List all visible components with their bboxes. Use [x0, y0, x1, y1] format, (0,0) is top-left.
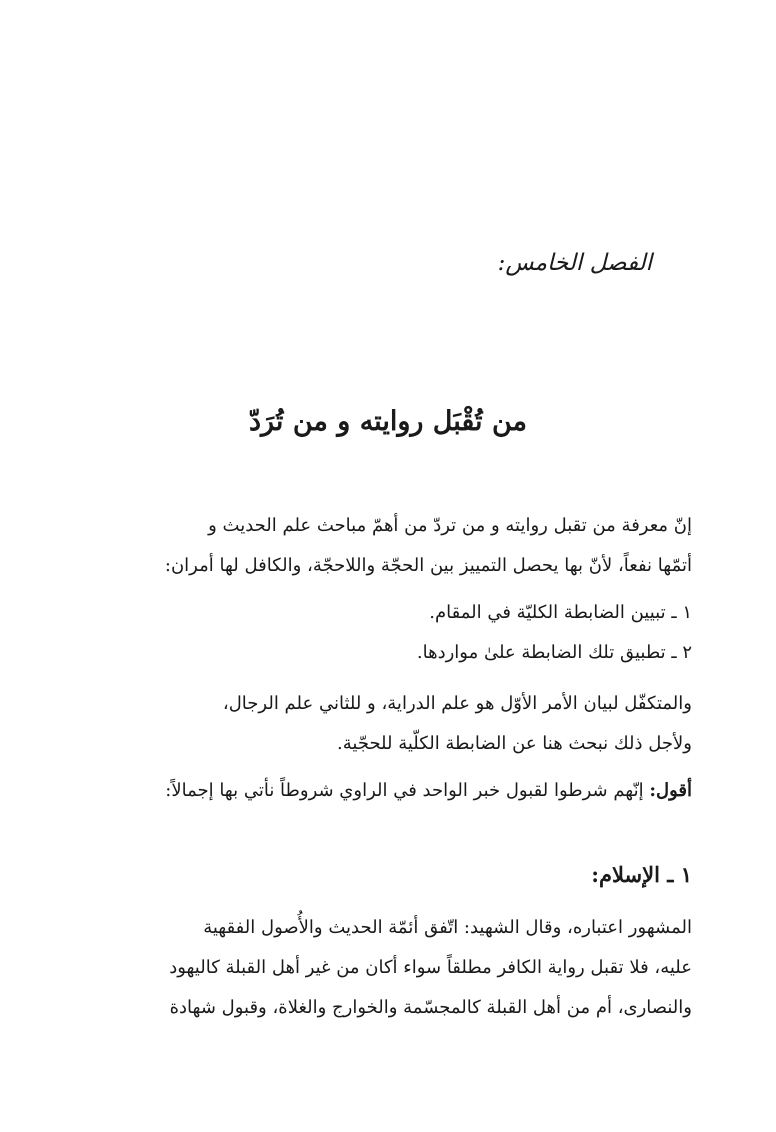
section-heading: ١ ـ الإسلام: [591, 862, 692, 887]
list-item: ٢ ـ تطبيق تلك الضابطة علىٰ مواردها. [416, 642, 692, 663]
paragraph-line: ولأجل ذلك نبحث هنا عن الضابطة الكلّية للحجّية. [337, 733, 692, 754]
chapter-label: الفصل الخامس: [497, 250, 652, 276]
list-item: ١ ـ تبيين الضابطة الكليّة في المقام. [429, 602, 692, 623]
paragraph-line: عليه، فلا تقبل رواية الكافر مطلقاً سواء أكان من غير أهل القبلة كاليهود [169, 957, 692, 978]
paragraph-text: إنّهم شرطوا لقبول خبر الواحد في الراوي شروطاً نأتي بها إجمالاً: [165, 780, 644, 801]
intro-line: أتمّها نفعاً، لأنّ بها يحصل التمييز بين الحجّة واللاحجّة، والكافل لها أمران: [164, 555, 692, 576]
conditions-paragraph [82, 771, 692, 811]
islam-paragraph [82, 908, 692, 1028]
dirayah-paragraph [82, 684, 692, 764]
lead-word: أقول: [649, 780, 692, 801]
paragraph-line: والمتكفّل لبيان الأمر الأوّل هو علم الدراية، و للثاني علم الرجال، [222, 693, 692, 714]
requirements-list [82, 593, 692, 673]
paragraph-line: والنصارى، أم من أهل القبلة كالمجسّمة والخوارج والغلاة، وقبول شهادة [169, 997, 692, 1018]
intro-paragraph [82, 506, 692, 586]
intro-line: إنّ معرفة من تقبل روايته و من تردّ من أهمّ مباحث علم الحديث و [208, 515, 692, 536]
chapter-title: من تُقْبَل روايته و من تُرَدّ [249, 406, 527, 437]
paragraph-line: المشهور اعتباره، وقال الشهيد: اتّفق أئمّة الحديث والأُصول الفقهية [203, 917, 692, 938]
